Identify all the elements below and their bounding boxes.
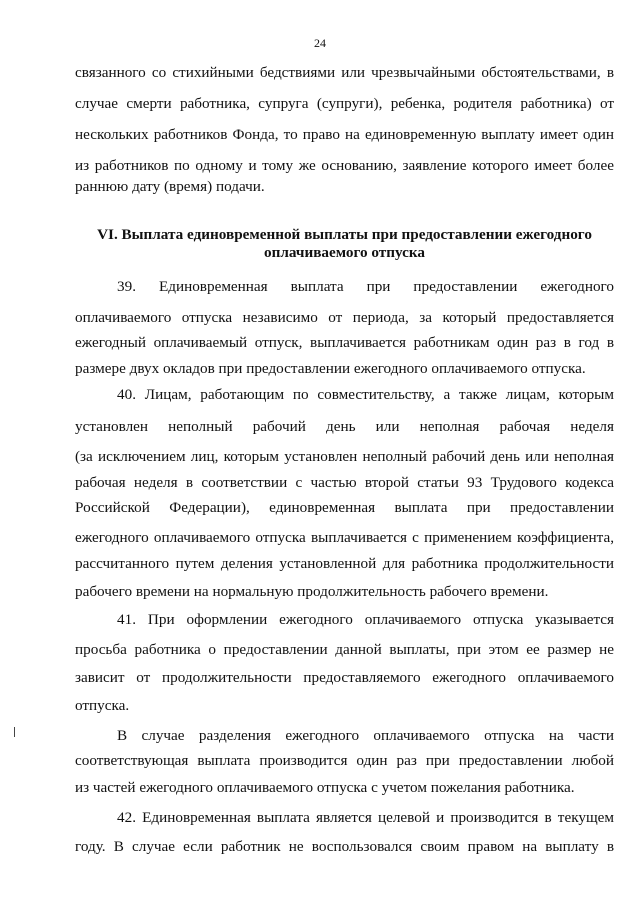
section-heading: оплачиваемого отпуска	[264, 244, 425, 261]
paragraph-40-line: рассчитанного путем деления установленной для работника продолжительности	[75, 555, 614, 572]
paragraph-41b-line: из частей ежегодного оплачиваемого отпуска с учетом пожелания работника.	[75, 779, 575, 796]
paragraph-41-line: просьба работника о предоставлении данной выплаты, при этом ее размер не	[75, 641, 614, 658]
text-line: нескольких работников Фонда, то право на единовременную выплату имеет один	[75, 126, 614, 143]
paragraph-39-line: 39. Единовременная выплата при предоставлении ежегодного	[117, 278, 614, 295]
margin-mark	[14, 727, 15, 737]
paragraph-40-line: Российской Федерации), единовременная выплата при предоставлении	[75, 499, 614, 516]
paragraph-42-line: году. В случае если работник не воспользовался своим правом на выплату в	[75, 838, 614, 855]
paragraph-41b-line: соответствующая выплата производится один раз при предоставлении любой	[75, 752, 614, 769]
paragraph-39-line: ежегодный оплачиваемый отпуск, выплачивается работникам один раз в год в	[75, 334, 614, 351]
paragraph-40-line: установлен неполный рабочий день или неполная рабочая неделя	[75, 418, 614, 435]
paragraph-39-line: размере двух окладов при предоставлении ежегодного оплачиваемого отпуска.	[75, 360, 586, 377]
section-heading: VI. Выплата единовременной выплаты при предоставлении ежегодного	[97, 226, 592, 243]
paragraph-40-line: 40. Лицам, работающим по совместительству, а также лицам, которым	[117, 386, 614, 403]
text-line: связанного со стихийными бедствиями или чрезвычайными обстоятельствами, в	[75, 64, 614, 81]
paragraph-40-line: (за исключением лиц, которым установлен неполный рабочий день или неполная	[75, 448, 614, 465]
paragraph-41-line: отпуска.	[75, 697, 130, 714]
text-line: раннюю дату (время) подачи.	[75, 178, 265, 195]
paragraph-40-line: ежегодного оплачиваемого отпуска выплачивается с применением коэффициента,	[75, 529, 614, 546]
paragraph-41b-line: В случае разделения ежегодного оплачиваемого отпуска на части	[117, 727, 614, 744]
text-line: случае смерти работника, супруга (супруги), ребенка, родителя работника) от	[75, 95, 614, 112]
paragraph-41-line: зависит от продолжительности предоставляемого ежегодного оплачиваемого	[75, 669, 614, 686]
text-line: из работников по одному и тому же основанию, заявление которого имеет более	[75, 157, 614, 174]
paragraph-40-line: рабочая неделя в соответствии с частью второй статьи 93 Трудового кодекса	[75, 474, 614, 491]
paragraph-39-line: оплачиваемого отпуска независимо от периода, за который предоставляется	[75, 309, 614, 326]
paragraph-42-line: 42. Единовременная выплата является целевой и производится в текущем	[117, 809, 614, 826]
paragraph-40-line: рабочего времени на нормальную продолжительность рабочего времени.	[75, 583, 549, 600]
paragraph-41-line: 41. При оформлении ежегодного оплачиваемого отпуска указывается	[117, 611, 614, 628]
page-number: 24	[314, 36, 326, 50]
